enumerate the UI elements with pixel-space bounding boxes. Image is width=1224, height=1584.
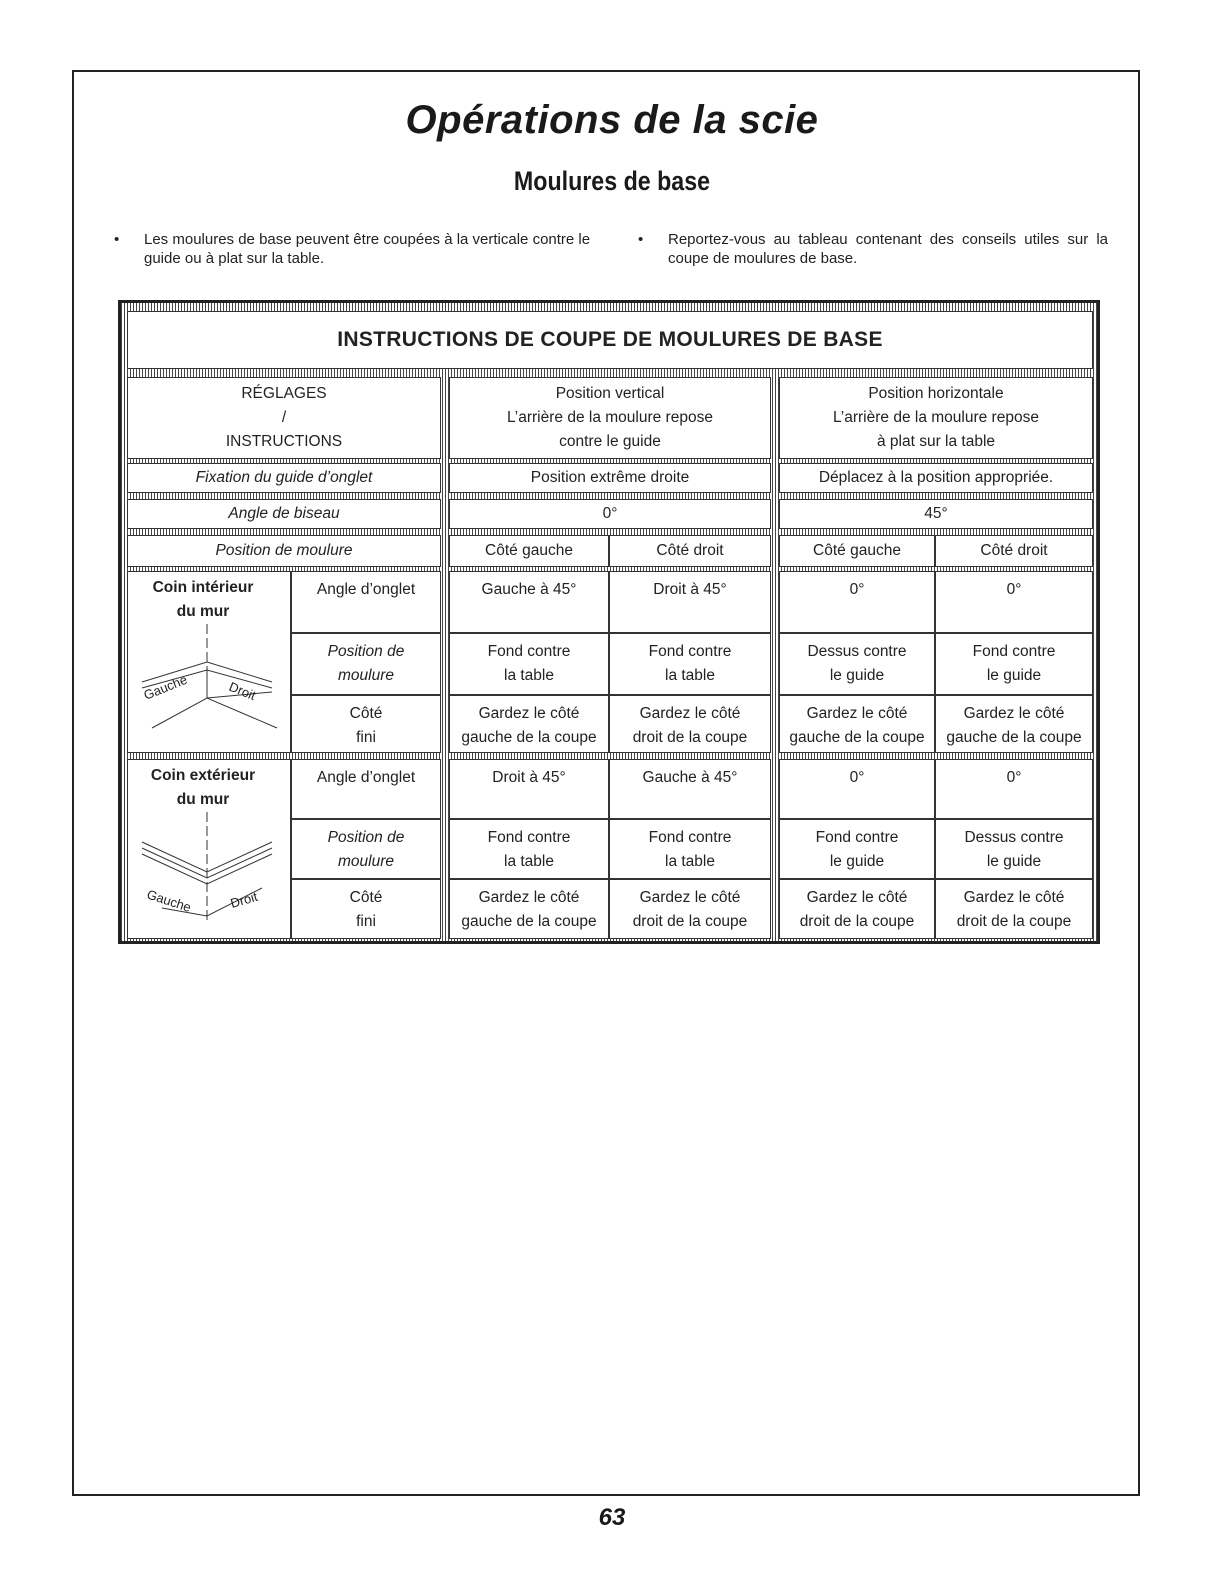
interieur-row-value-line: Fond contre [648, 643, 732, 660]
exterieur-row-value [935, 819, 1093, 879]
interieur-row-label [291, 633, 441, 695]
interieur-row-value-line: la table [504, 667, 554, 684]
interieur-corner-diagram [132, 624, 292, 734]
exterieur-row-value-line: Gardez le côté [478, 889, 580, 906]
exterieur-row-label [291, 759, 441, 819]
table-heading-line: INSTRUCTIONS DE COUPE DE MOULURES DE BASE [337, 328, 883, 351]
position-col-4-line: Côté droit [980, 542, 1048, 559]
exterieur-row-value [609, 759, 771, 819]
interieur-row-value [449, 571, 609, 633]
interieur-row-label-line: Côté [349, 705, 383, 722]
interieur-row-value-line: droit de la coupe [632, 729, 748, 746]
interieur-row-value-line: 0° [849, 581, 865, 598]
exterieur-row-value-line: le guide [829, 853, 885, 870]
page-number: 63 [598, 1504, 626, 1531]
exterieur-row-value-line: droit de la coupe [956, 913, 1072, 930]
exterieur-row-label-line: Côté [349, 889, 383, 906]
header-settings-line: / [281, 409, 287, 426]
interieur-row-value-line: le guide [829, 667, 885, 684]
exterieur-row-value [449, 819, 609, 879]
interieur-row-value [609, 571, 771, 633]
position-label [127, 535, 441, 567]
position-label-line: Position de moulure [215, 542, 353, 559]
interieur-row-label [291, 571, 441, 633]
interieur-row-value-line: Gardez le côté [478, 705, 580, 722]
header-vertical-line: contre le guide [559, 433, 661, 450]
exterieur-row-value [935, 879, 1093, 939]
bevel-horizontal-line: 45° [924, 505, 948, 522]
bevel-vertical-line: 0° [602, 505, 618, 522]
interieur-row-value-line: Dessus contre [807, 643, 907, 660]
interieur-row-value [935, 633, 1093, 695]
position-col-2-line: Côté droit [656, 542, 724, 559]
exterieur-corner-title-line: Coin extérieur [150, 767, 256, 784]
interieur-row-value-line: Gardez le côté [963, 705, 1065, 722]
header-horizontal-line: Position horizontale [868, 385, 1004, 402]
header-horizontal [779, 377, 1093, 459]
table-heading [127, 311, 1093, 369]
header-settings-line: RÉGLAGES [241, 385, 327, 402]
diagram-left-label: Gauche [141, 671, 190, 703]
page-title: Opérations de la scie [405, 98, 819, 142]
bevel-horizontal [779, 499, 1093, 529]
exterieur-row-value-line: Fond contre [487, 829, 571, 846]
exterieur-row-value-line: Gardez le côté [963, 889, 1065, 906]
interieur-row-label-line: Angle d’onglet [316, 581, 416, 598]
exterieur-row-value [449, 759, 609, 819]
bevel-label-line: Angle de biseau [228, 505, 340, 522]
interieur-corner-title-line: Coin intérieur [152, 579, 254, 596]
interieur-row-label-line: moulure [338, 667, 394, 684]
position-col-1-line: Côté gauche [485, 542, 573, 559]
exterieur-row-value-line: gauche de la coupe [461, 913, 597, 930]
exterieur-corner-block [127, 759, 291, 939]
fixation-label-line: Fixation du guide d’onglet [195, 469, 373, 486]
exterieur-row-label [291, 819, 441, 879]
interieur-row-value-line: la table [665, 667, 715, 684]
position-col-3 [779, 535, 935, 567]
header-settings-line: INSTRUCTIONS [225, 433, 343, 450]
exterieur-row-value-line: Gauche à 45° [642, 769, 738, 786]
bullet-icon: • [638, 231, 644, 248]
interieur-row-value-line: le guide [986, 667, 1042, 684]
interieur-row-value-line: Gauche à 45° [481, 581, 577, 598]
interieur-row-value [779, 571, 935, 633]
interieur-row-value-line: gauche de la coupe [789, 729, 925, 746]
exterieur-row-value-line: la table [665, 853, 715, 870]
exterieur-row-label-line: fini [356, 913, 376, 930]
fixation-horizontal [779, 463, 1093, 493]
exterieur-corner-title [128, 764, 278, 812]
exterieur-row-value-line: Fond contre [815, 829, 899, 846]
fixation-vertical-line: Position extrême droite [530, 469, 690, 486]
interieur-row-value [779, 633, 935, 695]
bevel-label [127, 499, 441, 529]
bullet-text-1: Les moulures de base peuvent être coupées à la verticale contre le guide ou à plat sur la table. [144, 231, 591, 267]
bullet-icon: • [114, 231, 120, 248]
position-col-3-line: Côté gauche [813, 542, 901, 559]
diagram-left-label: Gauche [145, 886, 194, 915]
interieur-row-value [609, 695, 771, 753]
bevel-vertical [449, 499, 771, 529]
bullet-item-2 [638, 230, 1108, 268]
exterieur-row-value-line: Gardez le côté [639, 889, 741, 906]
position-col-2 [609, 535, 771, 567]
exterieur-row-label-line: moulure [338, 853, 394, 870]
interieur-corner-block [127, 571, 291, 753]
interieur-row-value [935, 571, 1093, 633]
exterieur-row-value [449, 879, 609, 939]
interieur-row-value-line: Droit à 45° [653, 581, 727, 598]
exterieur-row-label-line: Position de [327, 829, 405, 846]
exterieur-row-label [291, 879, 441, 939]
interieur-row-value [609, 633, 771, 695]
exterieur-row-value-line: la table [504, 853, 554, 870]
interieur-row-value-line: Fond contre [972, 643, 1056, 660]
exterieur-row-value-line: droit de la coupe [799, 913, 915, 930]
header-vertical-line: Position vertical [555, 385, 665, 402]
diagram-right-label: Droit [226, 678, 258, 704]
interieur-row-value [779, 695, 935, 753]
interieur-row-label-line: Position de [327, 643, 405, 660]
exterieur-row-value [609, 819, 771, 879]
exterieur-row-value [779, 879, 935, 939]
interieur-corner-title [128, 576, 278, 624]
position-col-4 [935, 535, 1093, 567]
interieur-row-value [449, 695, 609, 753]
header-vertical-line: L’arrière de la moulure repose [507, 409, 713, 426]
interieur-row-value [935, 695, 1093, 753]
diagram-right-label: Droit [228, 888, 260, 911]
exterieur-corner-diagram [132, 812, 292, 922]
exterieur-row-value [779, 759, 935, 819]
fixation-vertical [449, 463, 771, 493]
interieur-row-value-line: Gardez le côté [806, 705, 908, 722]
interieur-row-value-line: gauche de la coupe [461, 729, 597, 746]
interieur-row-value-line: 0° [1006, 581, 1022, 598]
bullet-text-2: Reportez-vous au tableau contenant des conseils utiles sur la coupe de moulures de base. [668, 231, 1108, 267]
interieur-row-value-line: Gardez le côté [639, 705, 741, 722]
exterieur-row-value [935, 759, 1093, 819]
exterieur-corner-title-line: du mur [176, 791, 230, 808]
exterieur-row-value-line: 0° [849, 769, 865, 786]
fixation-horizontal-line: Déplacez à la position appropriée. [818, 469, 1054, 486]
position-col-1 [449, 535, 609, 567]
section-subtitle: Moulures de base [513, 166, 711, 196]
exterieur-row-value-line: Fond contre [648, 829, 732, 846]
interieur-row-label-line: fini [356, 729, 376, 746]
exterieur-row-value-line: le guide [986, 853, 1042, 870]
cutting-instructions-table [118, 300, 1100, 944]
header-settings [127, 377, 441, 459]
bullet-item-1 [114, 230, 594, 268]
exterieur-row-value-line: 0° [1006, 769, 1022, 786]
interieur-row-label [291, 695, 441, 753]
exterieur-row-value [609, 879, 771, 939]
exterieur-row-value [779, 819, 935, 879]
interieur-corner-title-line: du mur [176, 603, 230, 620]
header-horizontal-line: L’arrière de la moulure repose [833, 409, 1039, 426]
exterieur-row-label-line: Angle d’onglet [316, 769, 416, 786]
interieur-row-value [449, 633, 609, 695]
interieur-row-value-line: gauche de la coupe [946, 729, 1082, 746]
exterieur-row-value-line: Dessus contre [964, 829, 1064, 846]
header-vertical [449, 377, 771, 459]
exterieur-row-value-line: Gardez le côté [806, 889, 908, 906]
header-horizontal-line: à plat sur la table [876, 433, 996, 450]
exterieur-row-value-line: Droit à 45° [492, 769, 566, 786]
fixation-label [127, 463, 441, 493]
exterieur-row-value-line: droit de la coupe [632, 913, 748, 930]
interieur-row-value-line: Fond contre [487, 643, 571, 660]
